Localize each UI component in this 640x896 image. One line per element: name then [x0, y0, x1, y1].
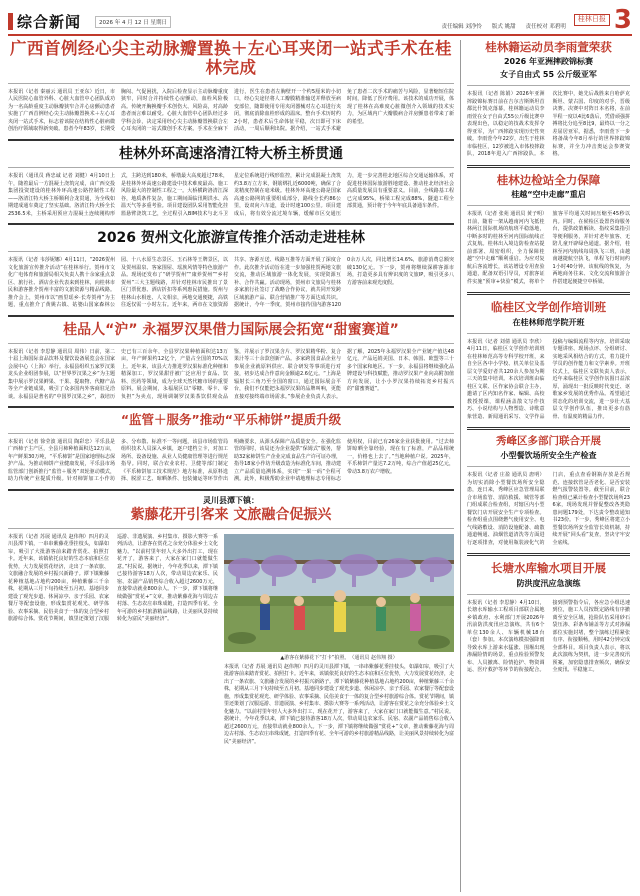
article-persimmon — [8, 413, 454, 483]
article-flood-drill — [467, 561, 630, 674]
divider — [467, 427, 630, 430]
hezhou-headline: 2026 贺州文化旅游宣传推介活动走进桂林 — [97, 230, 365, 247]
wrestling-body: 本报讯（记者 陈娟）2026年亚洲摔跤锦标赛日前在吉尔吉斯斯坦首都比什凯克落幕，桂林籍运动员李雨萱在女子自由式55公斤级比赛中表现出色，以稳定的技战术发挥夺得亚军，为广西摔跤实现历史性突破。李雨萱今年22岁，出生于桂林市临桂区，12岁被选入市体校摔跤队，2018年进入广西摔跤队。本次比赛中，她先后战胜来自哈萨克斯坦、蒙古国、印度的对手，晋级决赛。决赛中对阵日本名将，在前半程一度以4比6落后，凭借顽强拼搏将比分追至8比9，最终以一分之差屈居亚军。据悉，李雨萱下一步将备战今年8月举行的世界摔跤锦标赛，并全力冲击奥运会参赛资格。 — [467, 91, 630, 158]
hezhou-body: 本报讯（记者 韦莎妮娜）4月11日，“2026贺州文化旅游宣传推介活动”在桂林举行。贺州市文化广电体育和旅游局相关负责人携十余家重点景区、旅行社、酒店企业代表来到桂林，向桂林市民和游客推介贺州丰富的文旅资源与精品线路。推介会上，贺州市以“画里瑶乡·长寿贺州”为主题，重点推介了黄姚古镇、姑婆山国家森林公园、十八水原生态景区、玉石林等王牌景区，以及贺州温泉、客家围屋、瑶族风情等特色旅游产品。现场还发布了“研学贺州”“康养贺州”“乡村贺州”三大主题线路，并针对桂林市民推出了景区门票优惠、酒店折扣等系列惠民措施。贺州与桂林山水相连、人文相亲，两地交通便捷，高铁往返仅需一小时左右。近年来，两市在文旅资源共享、客源互送、线路互推等方面开展了深度合作。此次推介活动旨在进一步加强桂贺两地文旅交流，推动区域旅游一体化发展，实现资源互补、合作共赢。活动现场，贺州市文旅局与桂林多家旅行社签订了战略合作协议，就共同开发跨区域旅游产品、联合营销推广等方面达成共识。据统计，今年一季度，贺州市接待国内游客1200余万人次，同比增长14.6%，旅游消费总额突破130亿元。下一步，贺州将继续深耕客源市场，打造更多具有辨识度的文旅IP，吸引更多八方游客前来观光度假。 — [8, 257, 454, 309]
literature-headline-black: 在桂林师范学院开班 — [512, 317, 585, 327]
wrestling-headline-black2: 女子自由式 55 公斤级亚军 — [500, 70, 597, 80]
divider — [467, 292, 630, 295]
credit-layout: 版式 姚甜 — [491, 24, 516, 30]
article-hezhou-tourism — [8, 230, 454, 310]
divider — [8, 406, 454, 408]
credit-editor: 责任编辑 刘净怜 — [441, 24, 482, 30]
border-headline-red: 桂林边检站全力保障 — [496, 172, 601, 187]
divider — [467, 333, 630, 334]
article-luohanguo — [8, 322, 454, 402]
section-accent-bar — [8, 13, 13, 30]
flood-body: 本报讯（记者 李思静）4月10日，长塘水库输水工程项目部联合属地乡镇政府、水利部门开展2026年汛前防洪度汛应急演练，共有6个单位130余人、车辆机械18台（套）参加。本次演练模拟强降雨导致水库上游来水猛涨、围堰出现渗漏险情的场景，重点检验预警发布、人员撤离、险情抢护、物资调运、医疗救护等环节的衔接配合。接到预警指令后，各应急小组迅速到位，施工人员按既定路线有序撤离至安全区域，抢险队伍采用砂石袋压渗、彩条布铺盖等方式对渗漏部位实施封堵，整个演练过程紧张有序、衔接顺畅，用时42分钟完成全部科目。项目负责人表示，将以此次演练为契机，进一步完善度汛预案，加密隐患排查频次，确保安全度汛、平稳施工。 — [467, 599, 630, 674]
divider — [8, 315, 454, 317]
literature-body: 本报讯（记者 刘倩 通讯员 李欣）4月11日，临桂区文学创作培训班在桂林师范高等专科学校开班，来自全区各中小学校、机关单位及基层文学爱好者共120余人参加为期三天的集中培训。本次培训班由临桂区文联、区作家协会联合主办，邀请了区内知名作家、编辑、高校教授授课，课程涵盖散文写作技巧、小说结构与人物塑造、诗歌意象营造、新闻通讯采写、文学作品投稿与编辑流程等内容。培训采取专题讲座、现场点评、分组研讨、实地采风相结合的方式，着力提升学员的创作能力和文学素养。开班仪式上，临桂区文联负责人表示，近年来临桂区文学创作氛围日益浓厚，涌现出一批反映时代变迁、讴歌家乡发展的优秀作品。希望通过常态化的培训交流，进一步壮大基层文学创作队伍，推出更多有筋骨、有温度的精品力作。 — [467, 338, 630, 420]
divider — [8, 433, 454, 434]
divider — [8, 343, 454, 344]
paper-logo — [574, 4, 632, 35]
paper-name: 桂林日报 — [574, 14, 610, 26]
lead-headline: 广西首例经心尖主动脉瓣置换＋左心耳夹闭一站式手术在桂林完成 — [10, 39, 452, 77]
divider — [467, 594, 630, 595]
divider — [8, 489, 454, 491]
restaurant-headline-red: 秀峰区多部门联合开展 — [496, 435, 601, 448]
editor-credits — [171, 22, 574, 32]
border-headline-black: 桂越“空中走廊”重启 — [511, 190, 586, 200]
masthead-left — [8, 11, 171, 32]
flood-headline-red: 长塘水库输水项目开展 — [491, 561, 606, 576]
divider — [8, 83, 454, 84]
publication-date: 2026 年 4 月 12 日 星期日 — [95, 16, 171, 28]
persimmon-body: 本报讯（记者 徐莹波 通讯员 陶彩忠）平乐县是广西柿子主产区，全县月柿种植面积达12万亩，年产鲜果30万吨，“平乐柿饼”是国家地理标志保护产品。为推动柿饼产业健康发展，平乐县市场监管部门创新推行“监管＋服务”双轮驱动模式，助力传统产业提质升级。针对柿饼加工小作坊多、分布散、标准不一等问题，该县市场监管局组织技术人员深入乡镇，逐户建档立卡，对加工场所、设备设施、从业人员健康管理等进行规范指导。同时，联合农业农村、卫健等部门制定《平乐柿饼加工技术规范》地方标准，从原料选择、脱涩工艺、晾晒条件、包装储运等环节作出明确要求，从源头保障产品质量安全。在强化监管的同时，该局还为企业提供“保姆式”服务，帮助32家柿饼生产企业完成食品生产许可证办理，指导18家小作坊升级改造为标准化车间，推动建立产品质量追溯体系，实现“一果一码”全程可溯。此外，积极帮助企业申请地理标志专用标志使用权，目前已有26家企业获批使用。“过去柿饼晾晒全靠经验，现在有了标准，产品品相统一，价格也上去了。”当地种植户说。2025年，平乐柿饼产量达7.2万吨，综合产值超25亿元，带动3.8万农户增收。 — [8, 438, 454, 483]
bridge-headline: 桂林外环高速洛清江特大桥主桥贯通 — [119, 145, 343, 162]
divider — [467, 466, 630, 467]
article-wrestling — [467, 40, 630, 159]
wisteria-body: 本报讯（记者 苏展 通讯员 赵伟翔）四月的灵川县潭下镇，一串串紫藤花垂挂枝头，如瀑如帘，吸引了大批游客前来踏青赏花、拍照打卡。近年来，该镇依托良好的生态本底和区位优势，大力发展赏花经济，走出了一条农旅、文旅融合发展的乡村振兴新路子。潭下镇紫藤花种植基地占地约200亩，种植紫藤三千余株，花期从三月下旬持续至五月初。基地同步建设了观光步道、休闲凉亭、亲子乐园、农家餐厅等配套设施，形成集赏花观光、研学体验、农事采摘、民俗美食于一体的复合型乡村旅游综合体。赏花节期间，镇里还策划了汉服巡游、非遗展演、乡村集市、摄影大赛等一系列活动，让游客在赏花之余充分体验乡土文化魅力。“以前村里年轻人大多外出打工，现在花开了，游客来了，大家在家门口就能做生意。”村民说。据统计，今年花季以来，潭下镇已接待游客18万人次，带动周边农家乐、民宿、农副产品销售综合收入超过2600万元，直接带动就业800余人。下一步，潭下镇将继续做强“赏花+”文章，推动紫藤花海与周边古村落、生态农庄串珠成链，打造四季有花、全年可游的乡村旅游精品线路，让美丽风景持续转化为富民“美丽经济”。 — [8, 533, 218, 623]
persimmon-headline: “监管＋服务”推动“平乐柿饼”提质升级 — [120, 412, 342, 428]
article-lead — [8, 40, 454, 134]
article-bridge — [8, 146, 454, 218]
divider — [467, 85, 630, 86]
wrestling-headline-red: 桂林籍运动员李雨萱荣获 — [485, 40, 612, 54]
literature-headline-red: 临桂区文学创作培训班 — [491, 300, 606, 315]
right-column — [460, 40, 630, 892]
photo-caption: ▲游客在紫藤花下“打卡”拍照。 （通讯员 赵伟翔 摄） — [280, 654, 398, 661]
divider — [467, 165, 630, 168]
wisteria-kicker: 灵川县潭下镇： — [203, 495, 259, 505]
divider — [8, 167, 454, 168]
section-title: 综合新闻 — [17, 13, 82, 31]
wisteria-photo — [224, 534, 454, 652]
article-wisteria — [8, 496, 454, 892]
wisteria-body-overflow: 本报讯（记者 苏展 通讯员 赵伟翔）四月的灵川县潭下镇，一串串紫藤花垂挂枝头，如瀑如帘，吸引了大批游客前来踏青赏花、拍照打卡。近年来，该镇依托良好的生态本底和区位优势，大力发展赏花经济，走出了一条农旅、文旅融合发展的乡村振兴新路子。潭下镇紫藤花种植基地占地约200亩，种植紫藤三千余株，花期从三月下旬持续至五月初。基地同步建设了观光步道、休闲凉亭、亲子乐园、农家餐厅等配套设施，形成集赏花观光、研学体验、农事采摘、民俗美食于一体的复合型乡村旅游综合体。赏花节期间，镇里还策划了汉服巡游、非遗展演、乡村集市、摄影大赛等一系列活动，让游客在赏花之余充分体验乡土文化魅力。“以前村里年轻人大多外出打工，现在花开了，游客来了，大家在家门口就能做生意。”村民说。据统计，今年花季以来，潭下镇已接待游客18万人次，带动周边农家乐、民宿、农副产品销售综合收入超过2600万元，直接带动就业800余人。下一步，潭下镇将继续做强“赏花+”文章，推动紫藤花海与周边古村落、生态农庄串珠成链，打造四季有花、全年可游的乡村旅游精品线路，让美丽风景持续转化为富民“美丽经济”。 — [224, 663, 455, 745]
lead-body: 本报讯（记者 秦丽云 通讯员 王亚东）近日，市人民医院心血管外科、心脏大血管中心团队成功为一名高龄重度主动脉瓣狭窄合并心房颤动患者实施了广西首例经心尖主动脉瓣置换术＋左心耳夹闭一站式手术，标志着该院在结构性心脏病微创治疗领域取得新突破。患者今年83岁，长期受胸闷、气促困扰，入院后检查显示主动脉瓣重度狭窄，同时合并持续性心房颤动，血栓风险极高。传统开胸换瓣手术创伤大、风险高，对高龄患者而言难以耐受。心脏大血管中心团队经过多学科会诊，决定采用经心尖主动脉瓣置换联合左心耳夹闭的一站式微创手术方案。手术在全麻下进行，医生在患者左胸壁开一个约5厘米的小切口，经心尖途径将人工瓣膜精准输送并释放至病变部位，随即使用专用夹闭器械对左心耳进行夹闭，彻底消除血栓形成的温床。整台手术历时约2小时，患者术后生命体征平稳，次日即可下床活动，一周后顺利出院。据介绍，一站式手术避免了患者二次手术的痛苦与风险，显著缩短住院时间，降低了医疗费用。该技术的成功开展，体现了桂林在高难度心脏微创介入领域的技术实力，为区域内广大瓣膜病合并房颤患者带来了新的希望。 — [8, 88, 454, 133]
main-column — [8, 40, 454, 892]
border-body: 本报讯（记者 张苑 通讯员 黄子明）日前，随着一架从越南河内飞抵桂林两江国际机场的航班平稳落地，中断多时的桂林至河内国际航线正式复航。桂林出入境边防检查站提前部署、周密组织，全力保障桂越“空中走廊”顺利重启。为应对复航后客流增长，该站增设专用查验通道，配备双语引导员，对旅客证件实施“预审+快验”模式，将单个旅客平均通关时间压缩至45秒以内。同时，在候检区设置咨询服务台，提供政策解读、指纹采集指引等便利服务，并针对老年旅客、无陪儿童开辟绿色通道。据介绍，桂林至河内航线每周执飞三班，由越南越捷航空执飞，单程飞行时间约1小时40分钟。该航线的恢复，为两地商务往来、文化交流和旅游合作搭建起便捷空中桥梁。 — [467, 211, 630, 285]
article-restaurant-inspection — [467, 435, 630, 547]
bridge-body: 本报讯（通讯员 蒋忠诚 记者 刘健）4月10日上午，随着最后一方混凝土浇筑完成，由广西交投集团投资建设的桂林外环高速公路控制性工程——洛清江特大桥主桥顺利合龙贯通，为全线如期建成通车奠定了坚实基础。洛清江特大桥全长2536.5米，主桥采用预应力混凝土连续刚构形式，主跨达到180米，桥墩最大高度超过78米，是桂林外环高速公路建设中技术难度最高、施工风险最大的控制性工程之一。大桥横跨洛清江深谷，地质条件复杂，施工期间面临汛期洪水、高温天气等多重考验。项目建设团队采用智能化挂篮悬臂浇筑工艺，全过程引入BIM技术与北斗卫星定位系统进行线形监控，累计完成混凝土浇筑约3.8万立方米，钢筋绑扎近6000吨，确保了合龙精度控制在毫米级。桂林外环高速公路是国家高速公路网的重要组成部分，路线全长约86公里，设双向六车道，设计时速100公里。项目建成后，将有效分流过境车辆，缓解市区交通压力，进一步完善桂北地区综合交通运输体系，对促进桂林国际旅游胜地建设、推动桂北经济社会高质量发展具有重要意义。目前，全线路基工程已完成95%，桥梁工程完成88%，隧道工程全部贯通，预计将于今年年底具备通车条件。 — [8, 173, 454, 217]
divider — [8, 139, 454, 141]
masthead — [8, 6, 632, 36]
article-literature-training — [467, 300, 630, 421]
divider — [8, 528, 454, 529]
divider — [8, 251, 454, 252]
flood-headline-black: 防洪度汛应急演练 — [516, 578, 581, 588]
luohanguo-body: 本报讯（记者 李思静 通讯员 周伟）日前，第二十届上海国际食品饮料及餐饮设备展览会在国家会展中心（上海）举行。永福县组织五家罗汉果龙头企业组团参展，以“世界罗汉果之乡”为主题集中展示罗汉果鲜果、干果、提取物、代糖产品等全产业链成果，吸引了众多国内外客商驻足洽谈。永福县是著名的“中国罗汉果之乡”，栽培历史已有三百余年，全县罗汉果种植面积达13万亩，年产鲜果约12亿个，产量占全国的70%以上。近年来，该县大力推进罗汉果标准化种植和精深加工，罗汉果甜苷被广泛应用于食品、饮料、医药等领域，成为全球天然代糖市场的重要原料。展会期间，永福展区以“零糖、零卡、零负担”为卖点，现场调制罗汉果茶饮供观众品鉴，并展示了罗汉果含片、罗汉果精华粉、复合果汁等三十余款创新产品。多家跨国食品企业与参展企业就原料供应、联合研发等事项进行对接，初步达成合作意向金额逾2.6亿元。“上海是辐射长三角乃至全国的窗口，通过国际展会平台，我们不仅能把永福罗汉果的品牌叫响，更能直接对接终端市场需求。”参展企业负责人表示。据了解，2025年永福罗汉果全产业链产值达48亿元，产品远销美国、日本、韩国、欧盟等三十多个国家和地区。下一步，永福县将继续强化品牌建设与科技赋能，推动罗汉果产业向高附加值方向发展，让小小罗汉果持续拓宽乡村振兴的“甜蜜赛道”。 — [8, 348, 454, 400]
luohanguo-headline: 桂品人“沪” 永福罗汉果借力国际展会拓宽“甜蜜赛道” — [63, 321, 399, 338]
article-border-inspection — [467, 173, 630, 286]
wisteria-headline: 紫藤花开引客来 文旅融合促振兴 — [130, 506, 332, 523]
credit-proofreader: 责任校对 邓碧明 — [525, 24, 566, 30]
restaurant-headline-black: 小型餐饮场所安全生产检查 — [500, 451, 597, 461]
wrestling-headline-black: 2026 年亚洲摔跤锦标赛 — [503, 57, 594, 67]
photo-illustration — [224, 534, 454, 652]
page-content — [8, 40, 632, 892]
divider — [467, 205, 630, 206]
divider — [467, 553, 630, 556]
divider — [8, 223, 454, 225]
restaurant-body: 本报讯（记者 庄盈 通讯员 唐明）为切实消除小型餐饮场所安全隐患，连日来，秀峰区应急管理局联合市场监管、消防救援、城管等部门组成联合检查组，对辖区内小型餐饮门店开展安全生产专项检查。检查组重点围绕燃气使用安全、电气线路敷设、消防设施配备、疏散通道畅通、油烟管道清洗等方面进行逐项排查，对使用瓶装液化气的门店，重点查看钢瓶存放是否规范、连接软管是否老化、是否安装燃气报警装置等。截至目前，联合检查组已累计检查小型餐饮场所236家，现场发现并督促整改各类隐患问题179处，下达责令整改通知书23份。下一步，秀峰区将建立小型餐饮场所安全监管长效机制，持续开展“回头看”复查，坚决守牢安全底线。 — [467, 472, 630, 546]
page-number: 3 — [613, 4, 632, 35]
